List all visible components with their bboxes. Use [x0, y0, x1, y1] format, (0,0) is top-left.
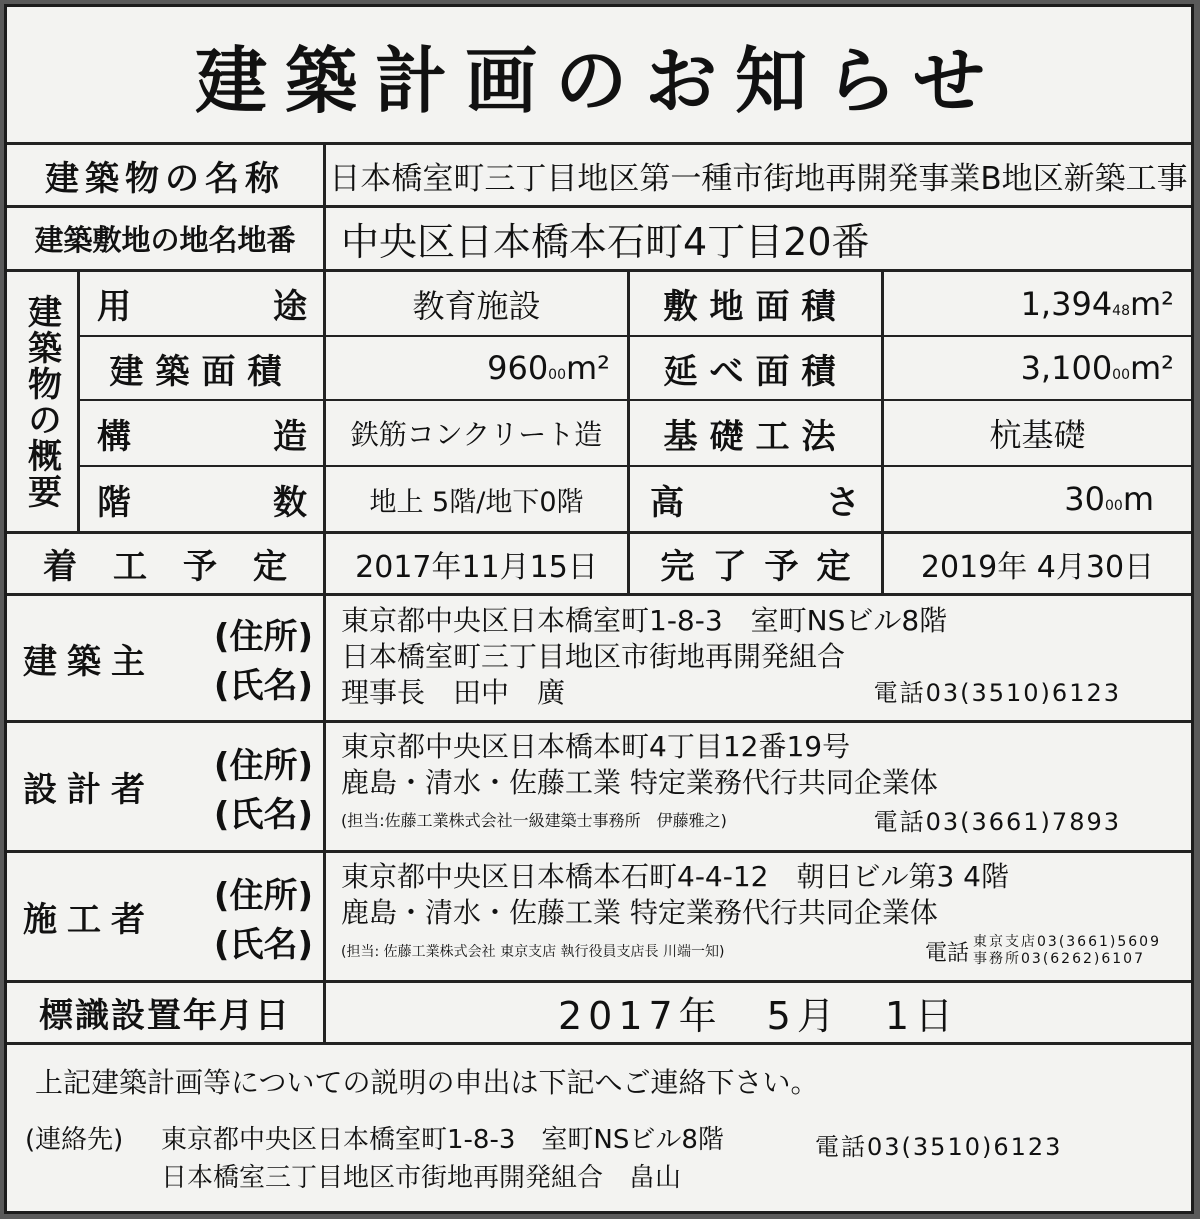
height-decimal: 00	[1105, 498, 1123, 514]
height-label-a: 高	[650, 482, 684, 523]
structure-label-b: 造	[273, 416, 307, 457]
use-label-a: 用	[97, 287, 131, 327]
site-area-unit: m²	[1130, 284, 1174, 323]
designer-phone: 電話03(3661)7893	[873, 807, 1121, 836]
contractor-details	[341, 859, 1181, 977]
contractor-sublabels	[214, 868, 313, 966]
height-number: 30	[1064, 480, 1105, 518]
page-title: 建築計画のお知らせ	[195, 38, 1003, 123]
structure-value: 鉄筋コンクリート造	[350, 418, 603, 451]
site-area-value	[884, 272, 1174, 335]
divider	[77, 269, 80, 531]
sign-date-value: 2017年 5月 1日	[557, 994, 960, 1038]
building-area-value	[326, 337, 610, 399]
designer-label-group	[23, 723, 313, 850]
start-value: 2017年11月15日	[355, 549, 598, 585]
building-name-value: 日本橋室町三丁目地区第一種市街地再開発事業B地区新築工事	[329, 160, 1188, 197]
use-label-b: 途	[273, 287, 307, 327]
overview-section-text: 建築物の概要	[21, 293, 62, 510]
owner-rep-row	[341, 675, 1181, 711]
start-label: 着工予定	[43, 547, 323, 587]
use-label	[97, 272, 307, 335]
end-label: 完了予定	[660, 547, 869, 587]
construction-notice-board	[4, 4, 1194, 1214]
owner-address: 東京都中央区日本橋室町1-8-3 室町NSビル8階	[341, 604, 948, 637]
designer-organization: 鹿島・清水・佐藤工業 特定業務代行共同企業体	[341, 766, 938, 799]
contact-row-2	[25, 1159, 1185, 1197]
contact-label: (連絡先)	[25, 1125, 124, 1155]
foundation-label: 基礎工法	[663, 416, 848, 457]
contractor-name-label: (氏名)	[213, 924, 313, 965]
building-area-unit: m²	[566, 349, 610, 387]
floors-value: 地上 5階/地下0階	[369, 486, 584, 518]
building-area-decimal: 00	[548, 367, 566, 383]
owner-name-label: (氏名)	[213, 666, 313, 706]
height-value	[884, 467, 1154, 531]
owner-organization: 日本橋室町三丁目地区市街地再開発組合	[341, 640, 846, 673]
contractor-phone-label: 電話	[924, 940, 969, 966]
designer-details	[341, 729, 1181, 845]
sign-date-label: 標識設置年月日	[39, 996, 291, 1036]
owner-label-group	[23, 596, 313, 720]
building-name-label: 建築物の名称	[45, 158, 285, 199]
owner-representative: 理事長 田中 廣	[341, 676, 566, 709]
contractor-phones	[925, 934, 1161, 968]
contractor-phone-list	[973, 934, 1161, 968]
contractor-label: 施工者	[23, 900, 155, 940]
site-area-label: 敷地面積	[663, 287, 848, 327]
divider	[7, 1042, 1191, 1045]
contractor-phone-office: 事務所03(6262)6107	[973, 951, 1145, 967]
overview-section-label	[7, 272, 77, 531]
owner-sublabels	[214, 609, 313, 707]
designer-address: 東京都中央区日本橋本町4丁目12番19号	[341, 730, 851, 763]
owner-details	[341, 603, 1181, 715]
height-label-b: さ	[826, 482, 860, 523]
notice-text: 上記建築計画等についての説明の申出は下記へご連絡下さい。	[35, 1066, 819, 1099]
contractor-contact-row	[341, 931, 1181, 971]
floor-area-value	[884, 337, 1174, 399]
contact-phone: 電話03(3510)6123	[815, 1133, 1063, 1161]
contact-address: 東京都中央区日本橋室町1-8-3 室町NSビル8階	[161, 1125, 724, 1155]
floors-label-b: 数	[273, 482, 307, 523]
floor-area-number: 3,100	[1020, 349, 1113, 387]
floor-area-decimal: 00	[1112, 367, 1130, 383]
contractor-organization: 鹿島・清水・佐藤工業 特定業務代行共同企業体	[341, 896, 938, 929]
owner-phone: 電話03(3510)6123	[873, 679, 1121, 707]
designer-contact-row	[341, 801, 1181, 837]
designer-person: (担当:佐藤工業株式会社一級建築士事務所 伊藤雅之)	[341, 810, 727, 830]
owner-address-label: (住所)	[213, 617, 313, 657]
contractor-address-label: (住所)	[213, 875, 313, 916]
structure-label	[97, 401, 307, 465]
floor-area-unit: m²	[1130, 349, 1174, 387]
floor-area-label: 延べ面積	[663, 351, 848, 392]
height-label	[650, 467, 860, 531]
use-value: 教育施設	[412, 286, 541, 325]
height-unit: m	[1122, 480, 1154, 518]
contractor-address: 東京都中央区日本橋本石町4-4-12 朝日ビル第3 4階	[341, 860, 1009, 893]
designer-label: 設計者	[23, 770, 155, 810]
designer-sublabels	[214, 738, 313, 836]
structure-label-a: 構	[97, 416, 131, 457]
building-area-number: 960	[487, 349, 549, 387]
site-area-number: 1,394	[1020, 284, 1113, 323]
end-value: 2019年 4月30日	[920, 549, 1155, 585]
contact-block	[25, 1121, 1185, 1201]
site-address-value: 中央区日本橋本石町4丁目20番	[341, 220, 870, 264]
contact-organization: 日本橋室三丁目地区市街地再開発組合 畠山	[161, 1163, 682, 1193]
foundation-value: 杭基礎	[989, 416, 1086, 454]
designer-address-label: (住所)	[213, 745, 313, 786]
site-area-decimal: 48	[1112, 302, 1130, 319]
contractor-label-group	[23, 853, 313, 980]
contractor-phone-branch: 東京支店03(3661)5609	[973, 934, 1161, 950]
building-area-label: 建築面積	[109, 351, 294, 392]
floors-label-a: 階	[97, 482, 131, 523]
contractor-person: (担当: 佐藤工業株式会社 東京支店 執行役員支店長 川端一知)	[341, 944, 725, 960]
floors-label	[97, 467, 307, 531]
owner-label: 建築主	[23, 641, 155, 682]
designer-name-label: (氏名)	[213, 794, 313, 835]
site-address-label: 建築敷地の地名地番	[34, 223, 296, 257]
